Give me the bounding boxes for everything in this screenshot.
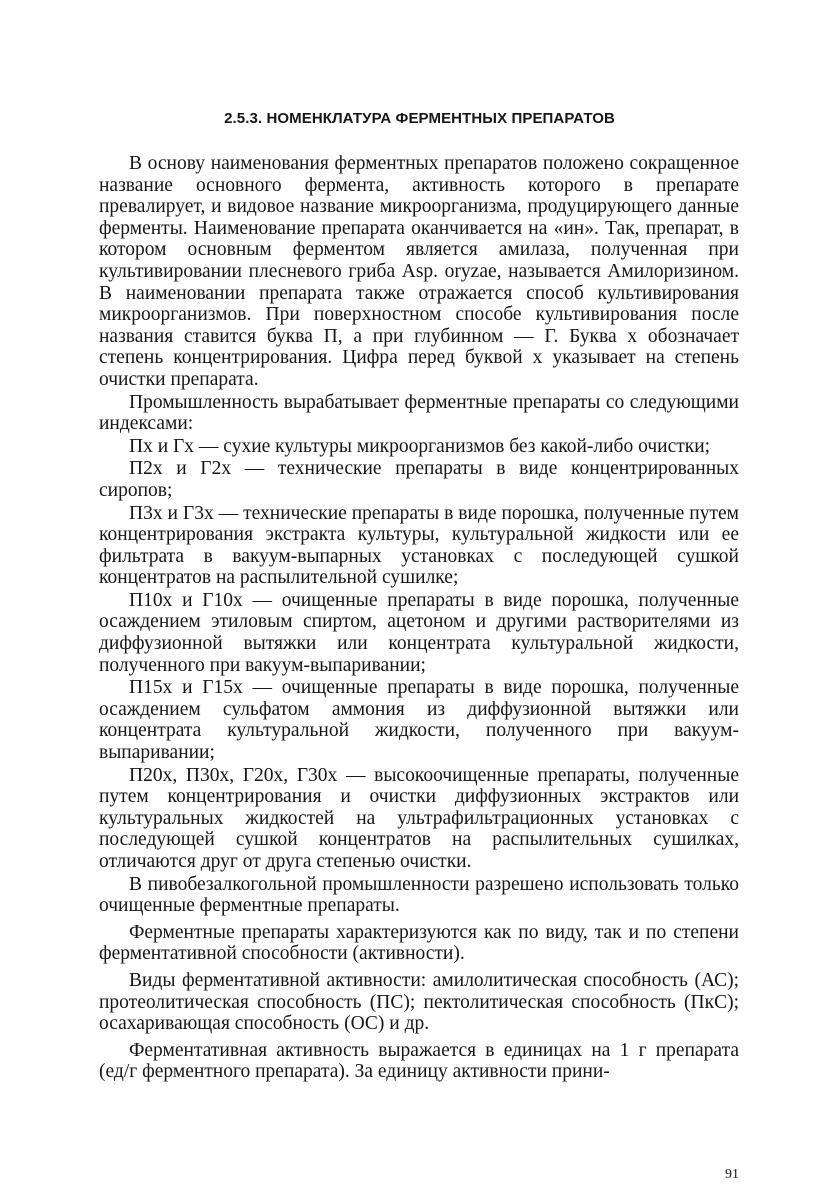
list-item-p10x-g10x: П10х и Г10х — очищенные препараты в виде порошка, полученные осаждением этиловым спиртом, ацетоном и другими растворителями из диффузионной вытяжки или концентрата культуральной жидкости, полученного при вакуум-выпаривании; <box>99 589 739 676</box>
list-item-p2x-g2x: П2х и Г2х — технические препараты в виде концентрированных сиропов; <box>99 458 739 501</box>
page-number: 91 <box>725 1168 739 1178</box>
paragraph-intro: В основу наименования ферментных препаратов положено сокращенное название основного фермента, активность которого в препарате превалирует, и видовое название микроорганизма, продуцирующего данные ферменты. Наименование препарата оканчивается на «ин». Так, препарат, в котором основным ферментом является амилаза, полученная при культивировании плесневого гриба Asp. oryzae, называется Амилоризином. В наименовании препарата также отражается способ культивирования микроорганизмов. При поверхностном способе культивирования после названия ставится буква П, а при глубинном — Г. Буква х обозначает степень концентрирования. Цифра перед буквой х указывает на степень очистки препарата. <box>99 153 739 390</box>
list-item-p15x-g15x: П15х и Г15х — очищенные препараты в виде порошка, полученные осаждением сульфатом аммония из диффузионной вытяжки или концентрата культуральной жидкости, полученного при вакуум-выпаривании; <box>99 677 739 764</box>
list-item-px-gx: Пх и Гх — сухие культуры микроорганизмов без какой-либо очистки; <box>129 435 711 457</box>
paragraph-indexes-intro: Промышленность вырабатывает ферментные препараты со следующими индексами: <box>99 391 739 435</box>
list-item-p20x-p30x: П20х, П30х, Г20х, Г30х — высокоочищенные препараты, полученные путем концентрирования и очистки диффузионных экстрактов или культуральных жидкостей на ультрафильтрационных установках с последующей сушкой концентратов на распылительных сушилках, отличаются друг от друга степенью очистки. <box>99 764 739 872</box>
paragraph-beverage-industry: В пивобезалкогольной промышленности разрешено использовать только очищенные ферментные препараты. <box>99 873 739 917</box>
paragraph-activity-types: Виды ферментативной активности: амилолитическая способность (АС); протеолитическая способность (ПС); пектолитическая способность (ПкС); осахаривающая способность (ОС) и др. <box>99 969 739 1035</box>
list-item-p3x-g3x: П3х и Г3х — технические препараты в виде порошка, полученные путем концентрирования экстракта культуры, культуральной жидкости или ее фильтрата в вакуум-выпарных установках с последующей сушкой концентратов на распылительной сушилке; <box>99 502 739 589</box>
paragraph-activity-units: Ферментативная активность выражается в единицах на 1 г препарата (ед/г ферментного препарата). За единицу активности прини- <box>99 1039 739 1083</box>
section-heading: 2.5.3. НОМЕНКЛАТУРА ФЕРМЕНТНЫХ ПРЕПАРАТОВ <box>224 110 615 127</box>
body-text <box>99 153 739 1088</box>
paragraph-characterization: Ферментные препараты характеризуются как по виду, так и по степени ферментативной способности (активности). <box>99 921 739 965</box>
